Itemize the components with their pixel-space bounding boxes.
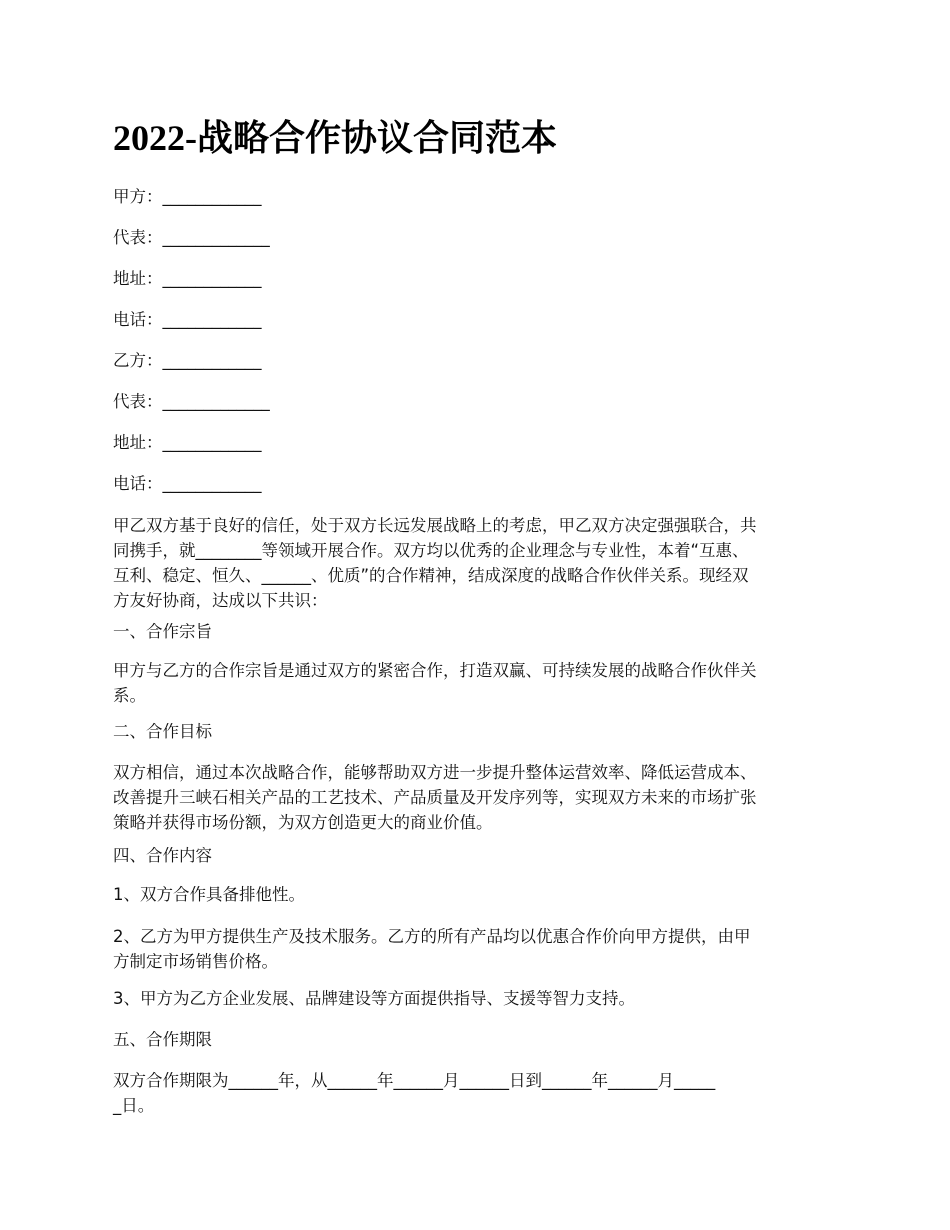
intro-line: 同携手，就________等领域开展合作。双方均以优秀的企业理念与专业性，本着“互惠、: [113, 541, 749, 560]
section-4-item-2-line: 2、乙方为甲方提供生产及技术服务。乙方的所有产品均以优惠合作价向甲方提供，由甲: [113, 927, 751, 946]
section-5-paragraph: [113, 1068, 838, 1118]
section-5-line: _日。: [113, 1096, 155, 1115]
party-a-address-line: 地址：____________: [113, 269, 262, 288]
section-1-heading: 一、合作宗旨: [113, 622, 212, 641]
section-1-paragraph: [113, 658, 838, 708]
party-b-representative-line: 代表：_____________: [113, 392, 270, 411]
party-b-phone-line: 电话：____________: [113, 474, 262, 493]
section-1-line: 系。: [113, 686, 146, 705]
intro-line: 甲乙双方基于良好的信任，处于双方长远发展战略上的考虑，甲乙双方决定强强联合，共: [113, 516, 757, 535]
document-title: 2022-战略合作协议合同范本: [113, 118, 557, 158]
party-b-name-line: 乙方：____________: [113, 351, 262, 370]
party-a-representative-line: 代表：_____________: [113, 228, 270, 247]
section-2-line: 改善提升三峡石相关产品的工艺技术、产品质量及开发序列等，实现双方未来的市场扩张: [113, 788, 757, 807]
section-4-item-2: [113, 924, 838, 974]
section-2-paragraph: [113, 760, 838, 835]
party-b-address-line: 地址：____________: [113, 433, 262, 452]
intro-line: 方友好协商，达成以下共识：: [113, 591, 328, 610]
section-5-line: 双方合作期限为______年，从______年______月______日到______年______月_____: [113, 1071, 716, 1090]
party-a-phone-line: 电话：____________: [113, 310, 262, 329]
intro-line: 互利、稳定、恒久、______、优质”的合作精神，结成深度的战略合作伙伴关系。现经双: [113, 566, 749, 585]
section-4-item-2-line: 方制定市场销售价格。: [113, 952, 278, 971]
section-2-line: 策略并获得市场份额，为双方创造更大的商业价值。: [113, 813, 493, 832]
section-4-heading: 四、合作内容: [113, 846, 212, 865]
section-1-line: 甲方与乙方的合作宗旨是通过双方的紧密合作，打造双赢、可持续发展的战略合作伙伴关: [113, 661, 757, 680]
intro-paragraph: [113, 513, 838, 613]
section-2-line: 双方相信，通过本次战略合作，能够帮助双方进一步提升整体运营效率、降低运营成本、: [113, 763, 757, 782]
section-4-item-3: 3、甲方为乙方企业发展、品牌建设等方面提供指导、支援等智力支持。: [113, 989, 635, 1008]
section-4-item-1: 1、双方合作具备排他性。: [113, 885, 305, 904]
section-5-heading: 五、合作期限: [113, 1030, 212, 1049]
party-a-name-line: 甲方：____________: [113, 187, 262, 206]
section-2-heading: 二、合作目标: [113, 722, 212, 741]
